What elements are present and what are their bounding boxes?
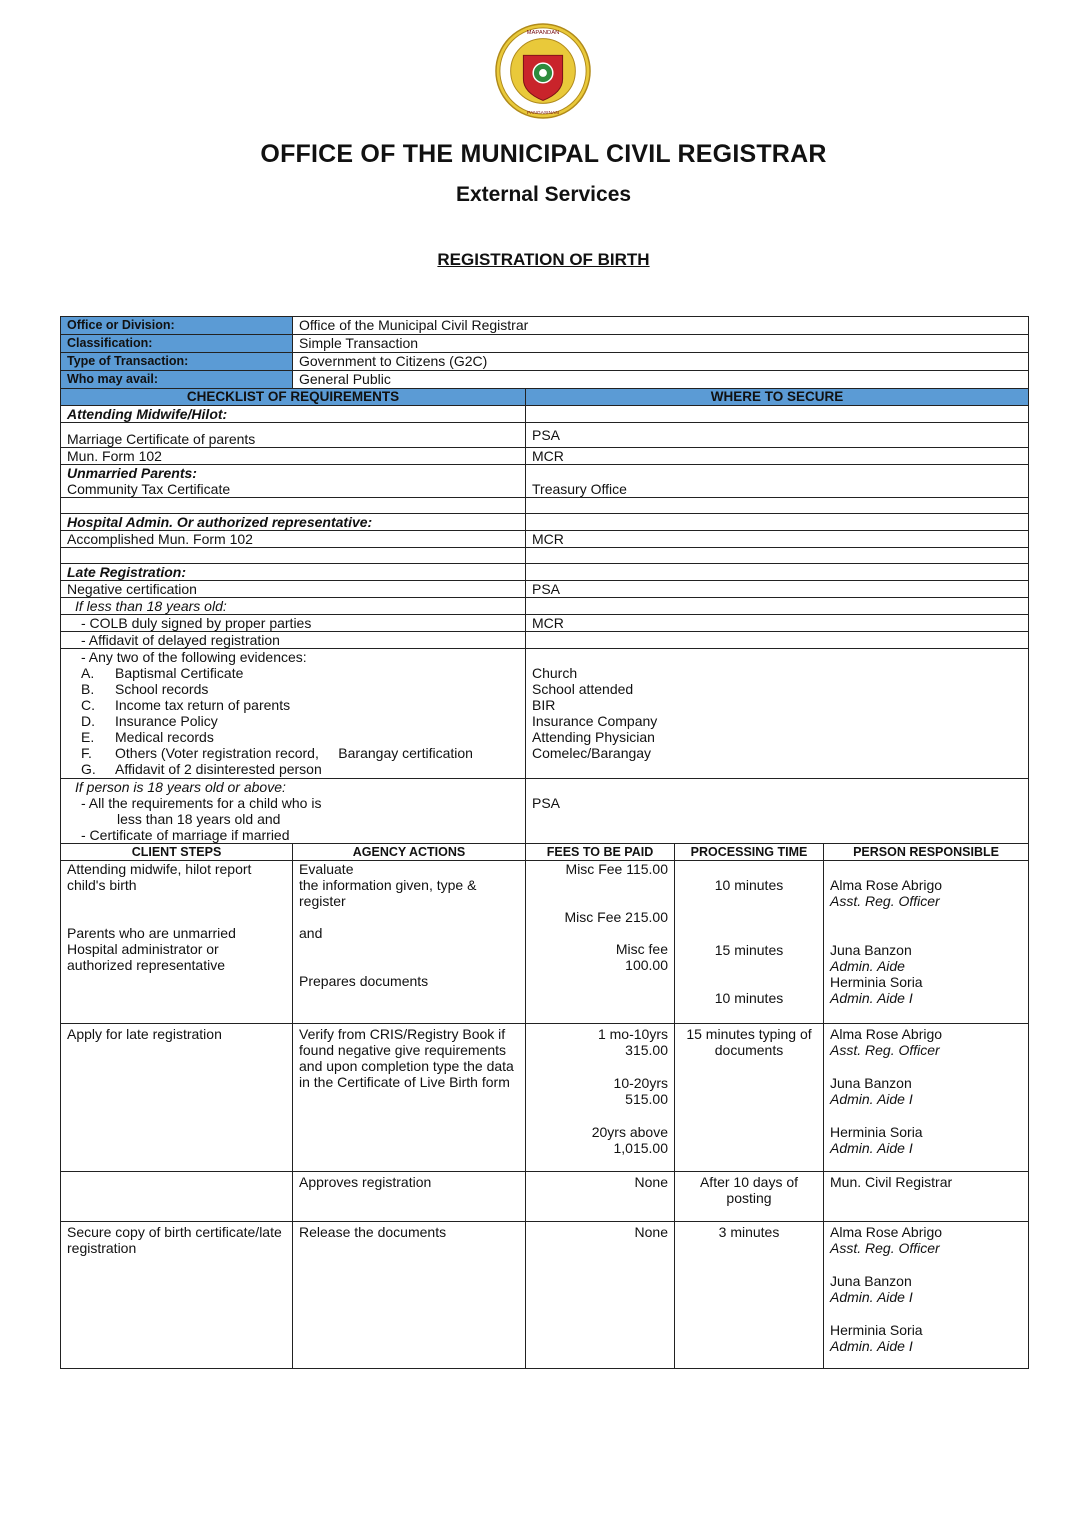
under-18-heading: If less than 18 years old: [61,598,526,615]
client-steps-header: CLIENT STEPS [61,844,293,861]
evidence-item: E. Medical records [81,729,214,745]
any-two-label: - Any two of the following evidences: [81,649,307,665]
evidence-item: B. School records [81,681,209,697]
step-row [61,1222,1029,1369]
where-item: PSA [532,795,561,811]
where-item: Church [532,665,578,681]
processing-time-header: PROCESSING TIME [675,844,824,861]
info-value: General Public [293,371,1029,389]
agency-actions-header: AGENCY ACTIONS [293,844,526,861]
service-title: REGISTRATION OF BIRTH [437,250,650,269]
checklist-header-row [61,389,1029,406]
requirement-item: - Affidavit of delayed registration [61,632,526,649]
where-item: Attending Physician [532,729,655,745]
processing-time: 10 minutes 15 minutes 10 minutes [675,861,824,1024]
info-label: Classification: [61,335,293,353]
client-step: Apply for late registration [61,1024,293,1172]
requirements-table [60,316,1029,1369]
info-value: Simple Transaction [293,335,1029,353]
agency-action: Approves registration [293,1172,526,1222]
person-responsible: Mun. Civil Registrar [824,1172,1029,1222]
info-row [61,353,1029,371]
municipal-seal-logo [494,22,592,120]
requirement-item: Community Tax Certificate [61,481,526,498]
page-subtitle: External Services [455,183,632,206]
fee: None [526,1172,675,1222]
person-responsible: Alma Rose Abrigo Asst. Reg. Officer Juna Banzon Admin. Aide I Herminia Soria Admin. Aide I [824,1222,1029,1369]
person-responsible: Alma Rose Abrigo Asst. Reg. Officer Juna Banzon Admin. Aide Herminia Soria Admin. Aide I [824,861,1029,1024]
fees-header: FEES TO BE PAID [526,844,675,861]
where-item: Comelec/Barangay [532,745,652,761]
requirement-item: - COLB duly signed by proper parties [61,615,526,632]
agency-action: Release the documents [293,1222,526,1369]
where-item: MCR [526,615,1029,632]
evidence-list [61,649,526,779]
info-row [61,371,1029,389]
client-step [61,1172,293,1222]
over-18-block [61,779,526,844]
processing-time: 15 minutes typing of documents [675,1024,824,1172]
where-item: PSA [526,423,1029,448]
requirement-item: - All the requirements for a child who is [81,795,322,811]
where-item: Treasury Office [526,481,1029,498]
fee: Misc Fee 115.00 Misc Fee 215.00 Misc fee 100.00 [526,861,675,1024]
requirement-item: - Certificate of marriage if married [81,827,290,843]
requirement-item: Negative certification [61,581,526,598]
evidence-item: A. Baptismal Certificate [81,665,244,681]
where-item: PSA [526,581,1029,598]
info-value: Government to Citizens (G2C) [293,353,1029,371]
info-row [61,335,1029,353]
fee: None [526,1222,675,1369]
info-value: Office of the Municipal Civil Registrar [293,317,1029,335]
steps-header-row [61,844,1029,861]
where-item: MCR [526,531,1029,548]
requirement-item: Mun. Form 102 [61,448,526,465]
svg-text:PANGASINAN: PANGASINAN [527,111,559,117]
processing-time: 3 minutes [675,1222,824,1369]
over-18-heading: If person is 18 years old or above: [75,779,286,795]
midwife-heading: Attending Midwife/Hilot: [61,406,526,423]
info-label: Type of Transaction: [61,353,293,371]
late-registration-heading: Late Registration: [61,564,526,581]
where-item: MCR [526,448,1029,465]
where-item: Insurance Company [532,713,658,729]
requirement-item: Marriage Certificate of parents [61,423,526,448]
evidence-where-list [526,649,1029,779]
fee: 1 mo-10yrs 315.00 10-20yrs 515.00 20yrs above 1,015.00 [526,1024,675,1172]
evidence-item: G. Affidavit of 2 disinterested person [81,761,322,777]
agency-action: Verify from CRIS/Registry Book if found negative give requirements and upon completion type the data in the Certificate of Live Birth form [293,1024,526,1172]
unmarried-heading: Unmarried Parents: [61,465,526,482]
where-item: School attended [532,681,634,697]
client-step: Attending midwife, hilot report child's birth Parents who are unmarried Hospital administrator or authorized representative [61,861,293,1024]
person-responsible: Alma Rose Abrigo Asst. Reg. Officer Juna Banzon Admin. Aide I Herminia Soria Admin. Aide I [824,1024,1029,1172]
hospital-heading: Hospital Admin. Or authorized representative: [61,514,526,531]
agency-action: Evaluate the information given, type & register and Prepares documents [293,861,526,1024]
evidence-item: F. Others (Voter registration record, Barangay certification [81,745,473,761]
processing-time: After 10 days of posting [675,1172,824,1222]
info-label: Office or Division: [61,317,293,335]
info-row [61,317,1029,335]
step-row [61,861,1029,1024]
step-row [61,1024,1029,1172]
svg-text:MAPANDAN: MAPANDAN [526,29,560,36]
office-title: OFFICE OF THE MUNICIPAL CIVIL REGISTRAR [260,140,827,168]
requirement-item-cont: less than 18 years old and [117,811,281,827]
info-label: Who may avail: [61,371,293,389]
client-step: Secure copy of birth certificate/late registration [61,1222,293,1369]
where-item: BIR [532,697,556,713]
requirements-column-header: CHECKLIST OF REQUIREMENTS [61,389,526,406]
evidence-item: D. Insurance Policy [81,713,218,729]
step-row [61,1172,1029,1222]
person-responsible-header: PERSON RESPONSIBLE [824,844,1029,861]
requirement-item: Accomplished Mun. Form 102 [61,531,526,548]
evidence-item: C. Income tax return of parents [81,697,291,713]
where-column-header: WHERE TO SECURE [526,389,1029,406]
